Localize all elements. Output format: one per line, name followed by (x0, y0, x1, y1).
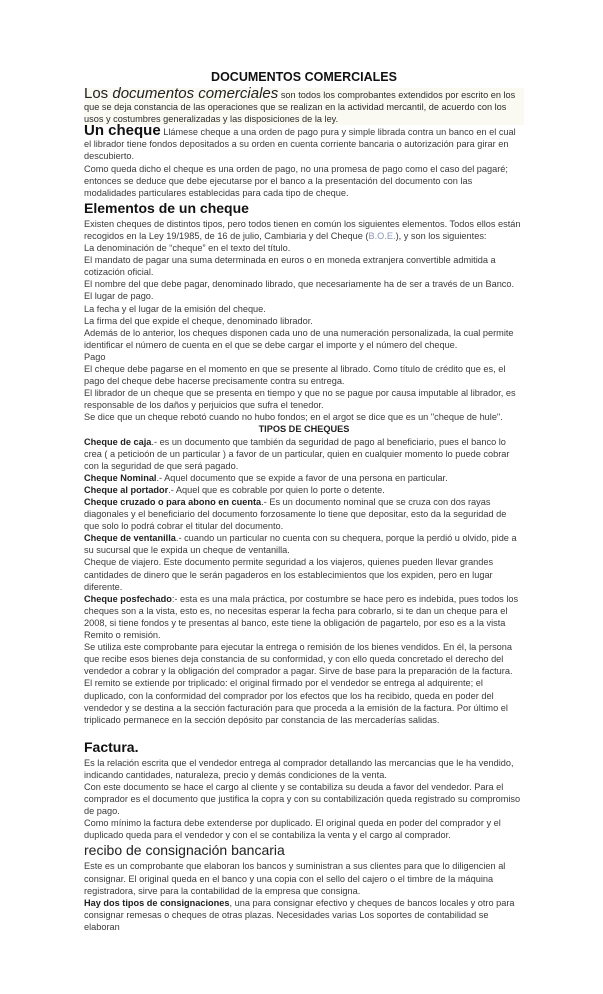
tipo-term: Cheque de ventanilla (84, 533, 176, 544)
tipo-entry (84, 484, 524, 496)
elemento-item: Se dice que un cheque rebotó cuando no hubo fondos; en el argot se dice que es un "cheque de hule". (84, 412, 503, 423)
elementos-intro (84, 218, 524, 242)
tipo-desc: :- esta es una mala práctica, por costumbre se hace pero es indebida, pues todos los cheques son a la vista, esto es, no necesitas esperar la fecha para cobrarlo, si te dan un cheque para el 2008, si tiene fondos y te presentas al banco, este tiene la obligación de pagartelo, por eso es a la vista Remito o remisión. (84, 593, 519, 641)
elemento-item: El mandato de pagar una suma determinada en euros o en moneda extranjera convertible admitida a cotización oficial. (84, 255, 496, 278)
intro-lead-italic: documentos comerciales (112, 85, 279, 102)
elemento-item: El cheque debe pagarse en el momento en que se presente al librado. Como título de crédito que es, el pago del cheque debe hacerse precisamente contra su entrega. (84, 363, 506, 387)
tipo-entry (84, 436, 524, 472)
tipo-term: Cheque Nominal (84, 472, 157, 483)
cheque-text: Llámese cheque a una orden de pago pura y simple librada contra un banco en el cual el librador tiene fondos depositados a su orden en cuenta corriente bancaria o autorización para girar en descubierto. (84, 127, 516, 162)
elementos-heading: Elementos de un cheque (84, 199, 249, 216)
consignacion-heading: recibo de consignación bancaria (84, 842, 285, 859)
elementos-intro-text: Existen cheques de distintos tipos, pero todos tienen en común los siguientes elementos. Todos ellos están recogidos en la Ley 19/1985, de 16 de julio, Cambiaria y del Cheque ( (84, 218, 521, 241)
tipo-entry (84, 556, 524, 592)
elemento-item: El lugar de pago. (84, 291, 154, 302)
consignacion-paragraph: Este es un comprobante que elaboran los bancos y suministran a sus clientes para que lo diligencien al consignar. El original queda en el banco y una copia con el sello del cajero o el timbre de la máquina registradora, sirve para la contabilidad de la empresa que consigna. (84, 861, 506, 896)
intro-lead-prefix: Los (84, 85, 113, 102)
spacer (84, 726, 524, 738)
elemento-item: La fecha y el lugar de la emisión del cheque. (84, 303, 266, 314)
tipo-desc: .- cuando un particular no cuenta con su chequera, porque la perdió u olvido, pide a su sucursal que le expida un cheque de ventanilla. (84, 533, 517, 556)
boe-link[interactable]: B.O.E. (368, 230, 396, 241)
elementos-intro-tail: ), y son los siguientes: (395, 230, 487, 241)
elemento-item: La firma del que expide el cheque, denominado librador. (84, 315, 313, 326)
elemento-item: El librador de un cheque que se presenta en tiempo y que no se pague por causa imputable al librador, es responsable de los daños y perjuicios que sufra el tenedor. (84, 388, 516, 411)
elemento-item: Pago (84, 351, 106, 362)
consignacion-rest: , una para consignar efectivo y cheques de bancos locales y otro para consignar remesas o cheques de otras plazas. Necesidades varias Los soportes de contabilidad se elaboran (84, 897, 515, 932)
elemento-item: La denominación de “cheque” en el texto del título. (84, 243, 291, 254)
elemento-item: El nombre del que debe pagar, denominado librado, que necesariamente ha de ser a través de un Banco. (84, 279, 515, 290)
consignacion-paragraph-2 (84, 897, 524, 933)
tipos-heading: TIPOS DE CHEQUES (258, 424, 350, 435)
elemento-item: Además de lo anterior, los cheques disponen cada uno de una numeración personalizada, la cual permite identificar el número de cuenta en el que se debe cargar el importe y el número del cheque. (84, 327, 514, 350)
remito-paragraph: El remito se extiende por triplicado: el original firmado por el vendedor se entrega al adquirente; el duplicado, con la conformidad del comprador por los efectos que los ha recibido, queda en poder del vendedor y se destina a la sección facturación para que proceda a la emisión de la factura. Por último el triplicado permanece en la sección depósito par constancia de las mercaderías salidas. (84, 678, 508, 725)
factura-paragraph: Con este documento se hace el cargo al cliente y se contabiliza su deuda a favor del vendedor. Para el comprador es el documento que justifica la copra y con su contabilización queda registrado su compromiso de pago. (84, 781, 521, 817)
cheque-paragraph (84, 122, 524, 162)
tipo-desc: Cheque de viajero. Este documento permite seguridad a los viajeros, quienes pueden llevar grandes cantidades de dinero que le serán pagaderos en los establecimientos que los expiden, pero en lugar diferente. (84, 557, 494, 592)
tipo-term: Cheque posfechado (84, 593, 172, 604)
factura-paragraph: Es la relación escrita que el vendedor entrega al comprador detallando las mercancias que le ha vendido, indicando cantidades, naturaleza, precio y demás condiciones de la venta. (84, 757, 514, 780)
tipo-term: Cheque cruzado o para abono en cuenta (84, 497, 262, 507)
tipo-entry (84, 472, 524, 484)
tipo-entry (84, 532, 524, 556)
remito-paragraph: Se utiliza este comprobante para ejecutar la entrega o remisión de los bienes vendidos. En él, la persona que recibe esos bienes deja constancia de su conformidad, y con ello queda concretado el derecho del vendedor a cobrar y la obligación del comprador a pagar. Sirve de base para la preparación de la factura. (84, 642, 513, 677)
intro-text: son todos los comprobantes extendidos por escrito en los que se deja constancia de las operaciones que se realizan en la actividad mercantil, de acuerdo con los usos y costumbres generalizadas y las disposiciones de la ley. (84, 90, 516, 125)
tipo-desc: .- es un documento que también da seguridad de pago al beneficiario, pues el banco lo crea ( a peticioón de un particular ) a favor de un particular, quien en cualquier momento lo puede cobrar con la seguridad de que será pagado. (84, 436, 510, 471)
cheque-paragraph-2: Como queda dicho el cheque es una orden de pago, no una promesa de pago como el caso del pagaré; entonces se deduce que debe ejecutarse por el banco a la presentación del documento con las modalidades particulares establecidas para cada tipo de cheque. (84, 163, 508, 198)
intro-lead (84, 85, 278, 102)
tipo-desc: .- Aquel que es cobrable por quien lo porte o detente. (168, 484, 385, 495)
factura-heading: Factura. (84, 738, 139, 755)
tipo-entry (84, 496, 524, 532)
tipo-entry (84, 593, 524, 641)
tipo-term: Cheque al portador (84, 484, 169, 495)
cheque-lead: Un cheque (84, 122, 161, 140)
consignacion-bold: Hay dos tipos de consignaciones (84, 897, 230, 908)
document-title: DOCUMENTOS COMERCIALES (211, 70, 397, 84)
intro-paragraph (84, 85, 524, 125)
tipo-desc: .- Aquel documento que se expide a favor de una persona en particular. (156, 472, 448, 483)
tipo-desc: .- Es un documento nominal que se cruza con dos rayas diagonales y el beneficiario del documento forzosamente lo tiene que depositar, esto da la seguridad de que solo lo podrá cobrar el titular del documento. (84, 497, 507, 532)
tipo-term: Cheque de caja (84, 436, 152, 447)
document-page (84, 70, 524, 933)
factura-paragraph: Como mínimo la factura debe extenderse por duplicado. El original queda en poder del comprador y el duplicado queda para el vendedor y con el se contabiliza la venta y el cargo al comprador. (84, 818, 501, 841)
